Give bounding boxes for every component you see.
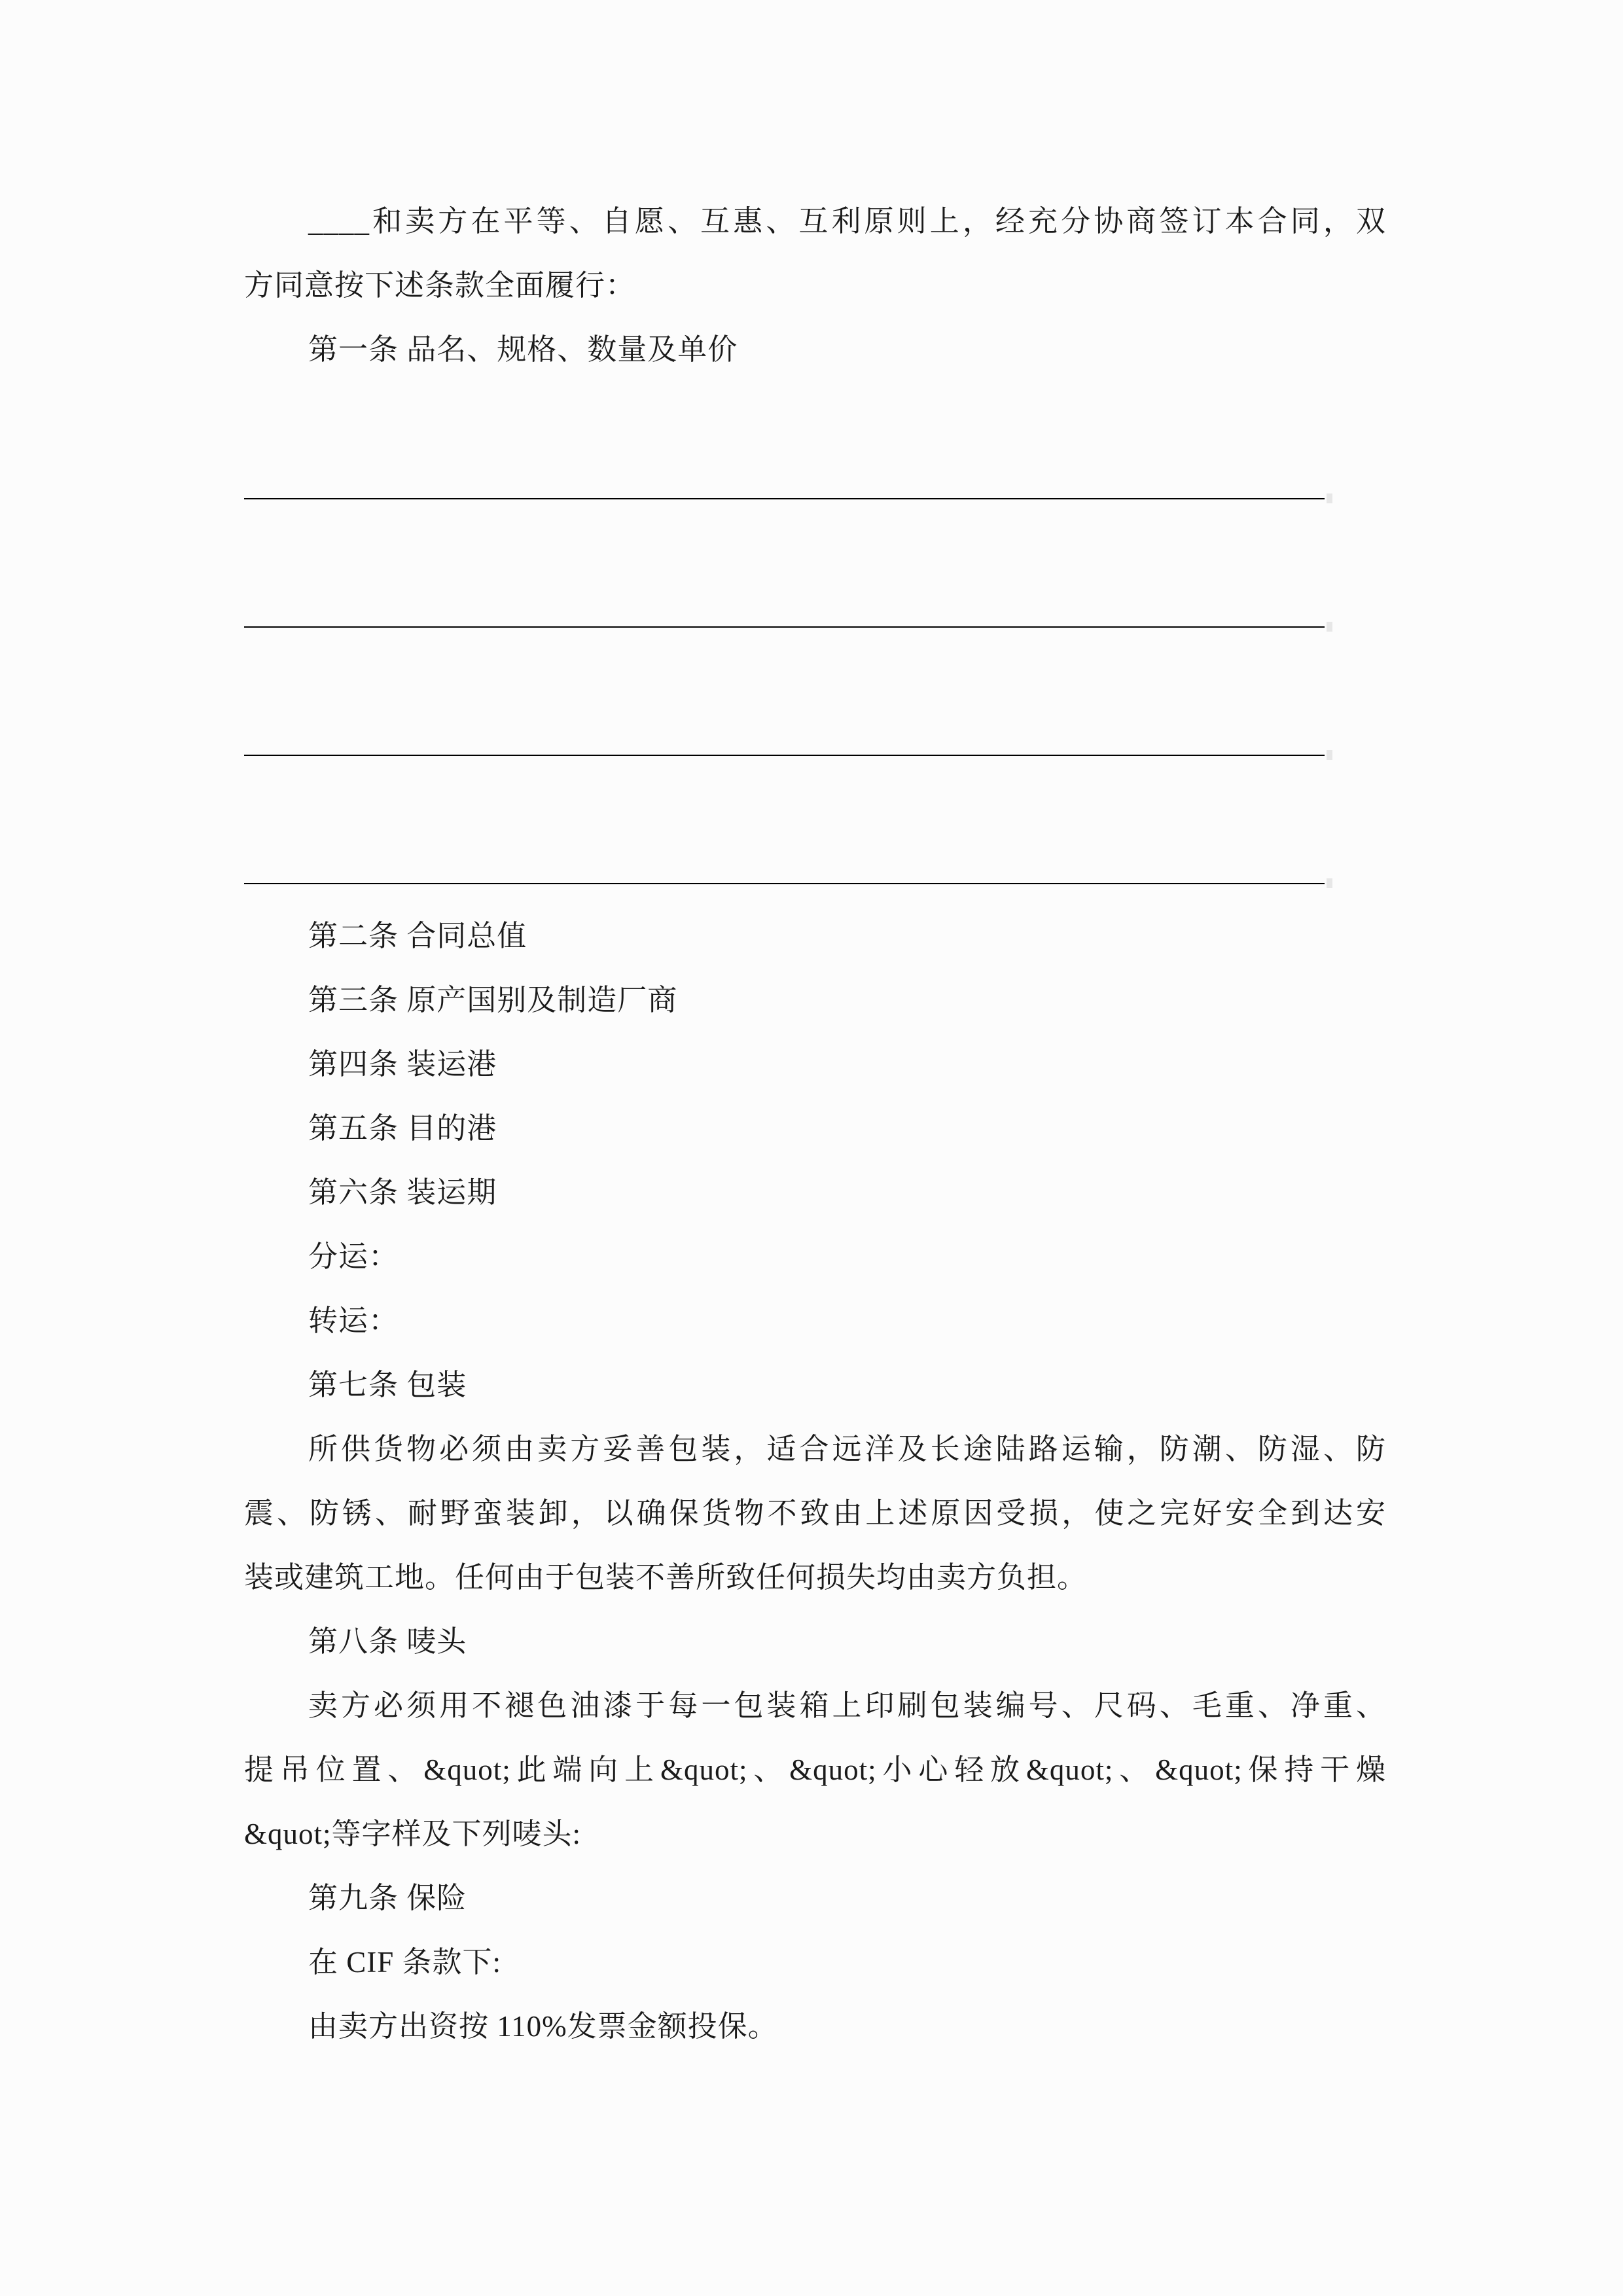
- table-row-divider: [244, 499, 1325, 628]
- paragraph-line: 分运：: [308, 1240, 399, 1273]
- table-row-divider: [244, 628, 1325, 756]
- paragraph-line: 由卖方出资按 110%发票金额投保。: [308, 2010, 778, 2043]
- paragraph-line: &quot;等字样及下列唛头:: [244, 1818, 582, 1850]
- clause-heading-4: 第四条 装运港: [308, 1048, 497, 1081]
- cell-end-mark: [1327, 493, 1332, 503]
- paragraph-line: 震、防锈、耐野蛮装卸，以确保货物不致由上述原因受损，使之完好安全到达安: [244, 1497, 1386, 1530]
- paragraph-line: ____和卖方在平等、自愿、互惠、互利原则上，经充分协商签订本合同，双: [308, 205, 1386, 238]
- cell-end-mark: [1327, 750, 1332, 760]
- paragraph-line: 方同意按下述条款全面履行：: [244, 269, 636, 302]
- clause-heading-3: 第三条 原产国别及制造厂商: [308, 984, 678, 1016]
- table-row-divider: [244, 756, 1325, 884]
- clause-heading-1: 第一条 品名、规格、数量及单价: [308, 333, 738, 366]
- paragraph-line: 装或建筑工地。任何由于包装不善所致任何损失均由卖方负担。: [244, 1561, 1088, 1594]
- clause-heading-9: 第九条 保险: [308, 1882, 467, 1914]
- table-row-divider: [244, 382, 1325, 499]
- paragraph-line: 卖方必须用不褪色油漆于每一包装箱上印刷包装编号、尺码、毛重、净重、: [308, 1689, 1386, 1722]
- clause-heading-6: 第六条 装运期: [308, 1176, 497, 1209]
- paragraph-line: 转运：: [308, 1304, 399, 1337]
- cell-end-mark: [1327, 878, 1332, 888]
- clause-heading-5: 第五条 目的港: [308, 1112, 497, 1145]
- clause-heading-2: 第二条 合同总值: [308, 920, 527, 952]
- paragraph-line: 所供货物必须由卖方妥善包装，适合远洋及长途陆路运输，防潮、防湿、防: [308, 1433, 1386, 1465]
- cell-end-mark: [1327, 622, 1332, 632]
- paragraph-line: 提吊位置、&quot;此端向上&quot;、&quot;小心轻放&quot;、&quot;保持干燥: [244, 1753, 1386, 1786]
- paragraph-line: 在 CIF 条款下:: [308, 1946, 502, 1979]
- document-body: [244, 189, 1386, 2058]
- clause-heading-7: 第七条 包装: [308, 1369, 467, 1401]
- price-table: [244, 382, 1325, 884]
- clause-heading-8: 第八条 唛头: [308, 1625, 467, 1658]
